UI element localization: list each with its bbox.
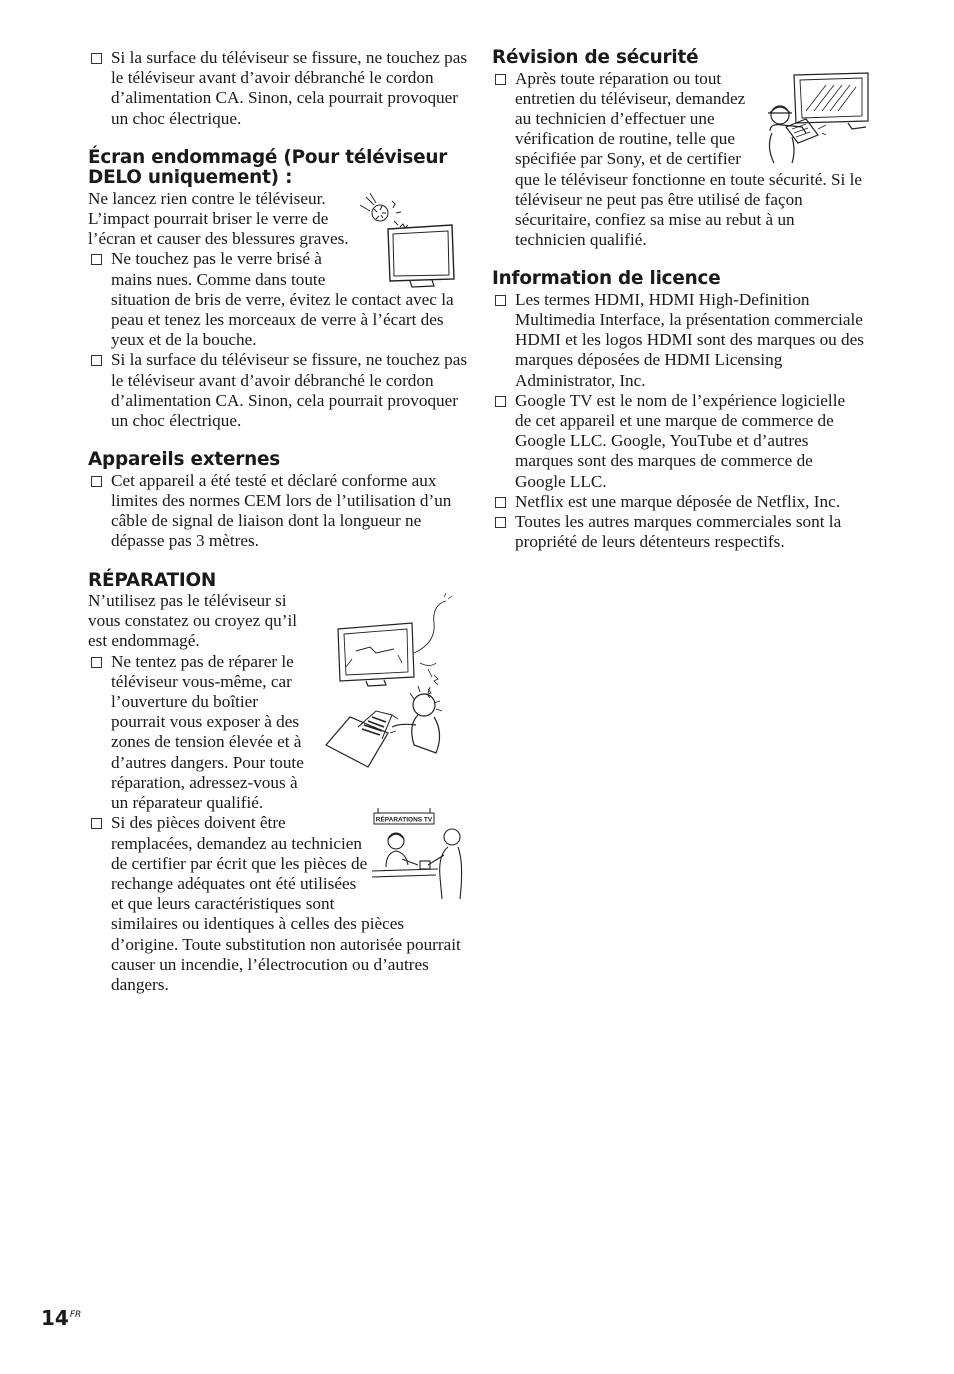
list-item [88,813,468,995]
checkbox-bullet-icon [91,818,102,829]
list-item-text: Après toute réparation ou tout entretien du téléviseur, demandez au technicien d’effectuer une vérification de routine, telle que spécifiée par Sony, et de certifier que le téléviseur fonctionne en toute sécurité. Si le téléviseur ne peut pas être utilisé de façon sécuritaire, confiez sa mise au rebut à un technicien qualifié. [515,68,862,250]
checkbox-bullet-icon [495,74,506,85]
list-item [88,471,468,552]
list-item-text: Si des pièces doivent être remplacées, demandez au technicien de certifier par écrit que les pièces de rechange adéquates ont été utilisées et que leurs caractéristiques sont similaires ou identiques à celles des pièces d’origine. Toute substitution non autorisée pourrait causer un incendie, l’électrocution ou d’autres dangers. [111,813,461,994]
list-item-text: Cet appareil a été testé et déclaré conforme aux limites des normes CEM lors de l’utilisation d’un câble de signal de liaison dont la longueur ne dépasse pas 3 mètres. [111,470,452,551]
list-item [492,290,864,391]
list-item-text: Netflix est une marque déposée de Netflix, Inc. [515,491,841,511]
list-item-text: Google TV est le nom de l’expérience logicielle de cet appareil et une marque de commerce de Google LLC. Google, YouTube et d’autres marques sont des marques de commerce de Google LLC. [515,390,846,491]
technician-checking-tv-illustration [762,71,870,165]
section-paragraph: Ne lancez rien contre le téléviseur. L’impact pourrait briser le verre de l’écran et causer des blessures graves. [88,188,349,249]
list-item-text: Ne touchez pas le verre brisé à mains nues. Comme dans toute situation de bris de verre, évitez le contact avec la peau et tenez les morceaux de verre à l’écart des yeux et de la bouche. [111,249,454,350]
list-item [88,249,468,350]
checkbox-bullet-icon [495,497,506,508]
list-item [88,652,468,814]
checkbox-bullet-icon [91,53,102,64]
list-item [88,48,468,129]
list-item [492,492,864,512]
section-paragraph: N’utilisez pas le téléviseur si vous constatez ou croyez qu’il est endommagé. [88,591,298,651]
list-item-text: Les termes HDMI, HDMI High-Definition Multimedia Interface, la présentation commerciale HDMI et les logos HDMI sont des marques ou des marques déposées de HDMI Licensing Administrator, Inc. [515,289,864,390]
checkbox-bullet-icon [91,657,102,668]
checkbox-bullet-icon [495,396,506,407]
list-item-text: Si la surface du téléviseur se fissure, ne touchez pas le téléviseur avant d’avoir débranché le cordon d’alimentation CA. Sinon, cela pourrait provoquer un choc électrique. [111,350,468,431]
checkbox-bullet-icon [91,254,102,265]
list-item [492,391,864,492]
left-column [88,0,468,995]
section-heading-safety-check: Révision de sécurité [492,47,699,68]
section-heading-repair: RÉPARATION [88,569,217,591]
checkbox-bullet-icon [91,476,102,487]
section-heading-external-devices: Appareils externes [88,449,281,471]
checkbox-bullet-icon [495,295,506,306]
language-code: FR [69,1310,82,1320]
repair-shop-illustration [372,807,464,903]
list-item-text: Ne tentez pas de réparer le téléviseur vous-même, car l’ouverture du boîtier pourrait vous exposer à des zones de tension élevée et à d’autres dangers. Pour toute réparation, adressez-vous à un réparateur qualifié. [111,651,304,813]
right-column [492,0,864,552]
page-number-value: 14 [41,1306,69,1330]
checkbox-bullet-icon [91,355,102,366]
shop-sign-text: RÉPARATIONS TV [375,816,433,824]
section-heading-license-info: Information de licence [492,268,721,290]
list-item [492,69,864,251]
page-number [41,1306,81,1330]
list-item [88,350,468,431]
list-item-text: Toutes les autres marques commerciales sont la propriété de leurs détenteurs respectifs. [515,512,842,552]
checkbox-bullet-icon [495,517,506,528]
section-heading-damaged-screen: Écran endommagé (Pour téléviseur DELO uniquement) : [88,146,448,189]
list-item-text: Si la surface du téléviseur se fissure, ne touchez pas le téléviseur avant d’avoir débranché le cordon d’alimentation CA. Sinon, cela pourrait provoquer un choc électrique. [111,48,468,128]
list-item [492,512,864,552]
